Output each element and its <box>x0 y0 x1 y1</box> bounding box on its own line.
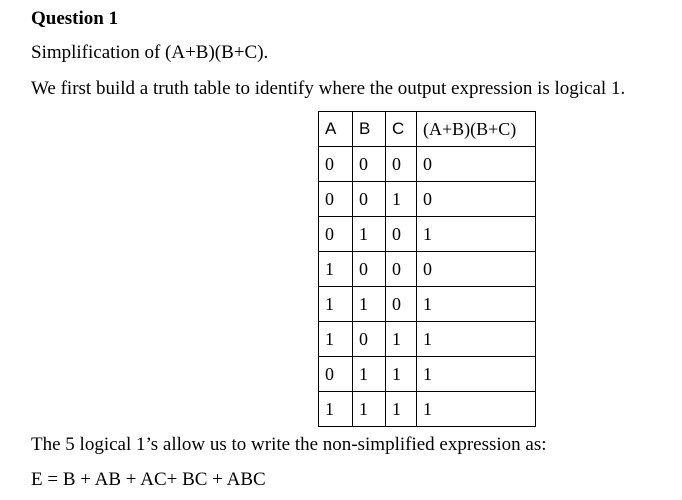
header-cell-output: (A+B)(B+C) <box>417 112 536 147</box>
cell-a: 1 <box>319 252 353 287</box>
result-paragraph: The 5 logical 1’s allow us to write the non-simplified expression as: <box>31 434 547 455</box>
cell-a: 0 <box>319 217 353 252</box>
truth-table <box>318 111 536 427</box>
cell-a: 0 <box>319 147 353 182</box>
table-row <box>319 357 536 392</box>
cell-b: 0 <box>353 322 386 357</box>
expression-line: E = B + AB + AC+ BC + ABC <box>31 469 266 490</box>
cell-output: 0 <box>417 252 536 287</box>
cell-a: 1 <box>319 287 353 322</box>
cell-b: 0 <box>353 182 386 217</box>
cell-b: 1 <box>353 392 386 427</box>
table-row <box>319 322 536 357</box>
table-row <box>319 252 536 287</box>
header-cell-c: C <box>386 112 417 147</box>
cell-output: 1 <box>417 392 536 427</box>
header-cell-a: A <box>319 112 353 147</box>
cell-output: 1 <box>417 322 536 357</box>
cell-c: 1 <box>386 392 417 427</box>
cell-output: 1 <box>417 287 536 322</box>
table-row <box>319 392 536 427</box>
cell-c: 0 <box>386 147 417 182</box>
method-paragraph: We first build a truth table to identify where the output expression is logical 1. <box>31 78 626 99</box>
cell-a: 0 <box>319 182 353 217</box>
cell-b: 0 <box>353 147 386 182</box>
cell-output: 1 <box>417 357 536 392</box>
cell-output: 1 <box>417 217 536 252</box>
cell-b: 1 <box>353 357 386 392</box>
cell-c: 1 <box>386 182 417 217</box>
cell-output: 0 <box>417 147 536 182</box>
question-heading: Question 1 <box>31 8 119 29</box>
cell-b: 0 <box>353 252 386 287</box>
cell-c: 1 <box>386 322 417 357</box>
cell-c: 0 <box>386 252 417 287</box>
table-row <box>319 287 536 322</box>
cell-output: 0 <box>417 182 536 217</box>
cell-c: 0 <box>386 217 417 252</box>
table-row <box>319 217 536 252</box>
table-row <box>319 147 536 182</box>
cell-c: 1 <box>386 357 417 392</box>
cell-b: 1 <box>353 217 386 252</box>
intro-paragraph: Simplification of (A+B)(B+C). <box>31 42 269 63</box>
header-cell-b: B <box>353 112 386 147</box>
cell-a: 1 <box>319 392 353 427</box>
cell-b: 1 <box>353 287 386 322</box>
cell-c: 0 <box>386 287 417 322</box>
cell-a: 1 <box>319 322 353 357</box>
truth-table-header-row <box>319 112 536 147</box>
cell-a: 0 <box>319 357 353 392</box>
table-row <box>319 182 536 217</box>
